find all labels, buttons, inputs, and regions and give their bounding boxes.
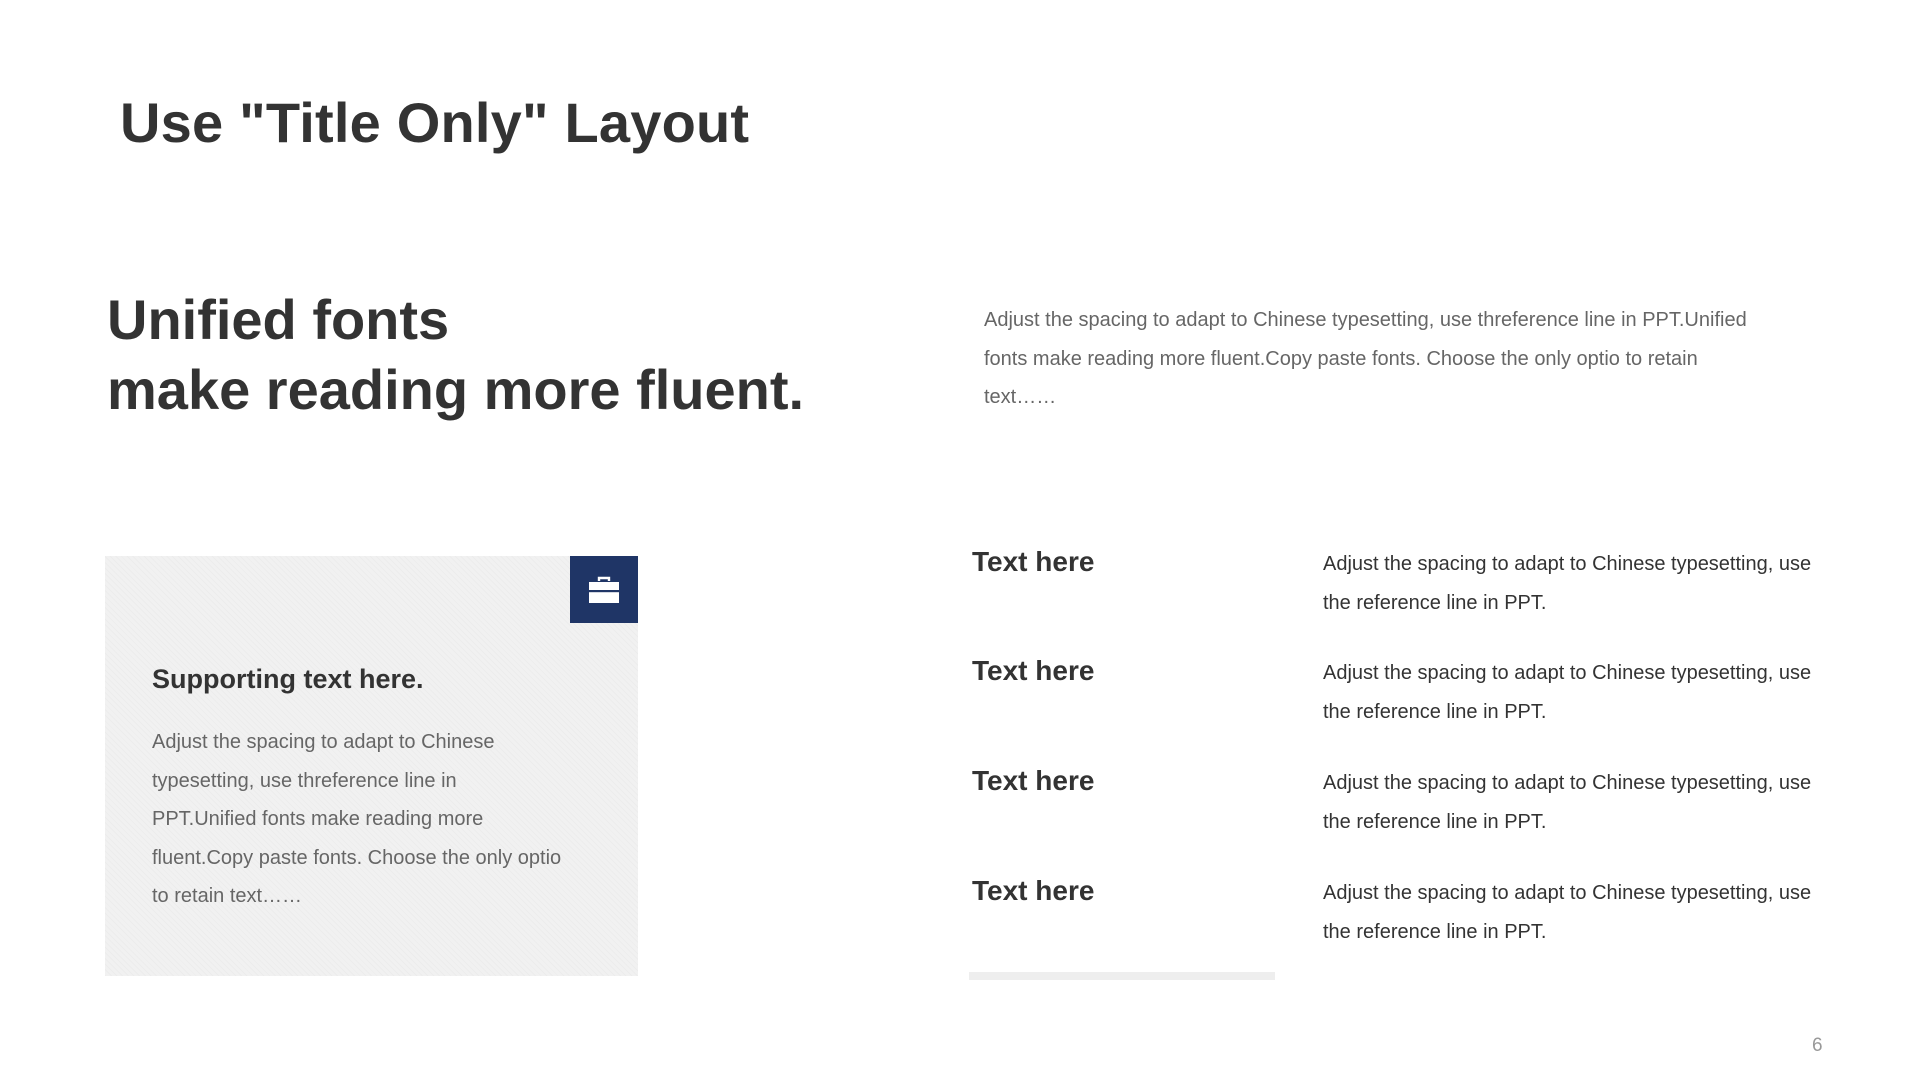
- list-item: [972, 759, 1812, 859]
- row-title: Text here: [972, 655, 1095, 686]
- briefcase-icon: [588, 576, 620, 604]
- row-title: Text here: [972, 875, 1095, 906]
- page-number: 6: [1812, 1035, 1823, 1056]
- card-title: Supporting text here.: [152, 664, 424, 694]
- row-title: Text here: [972, 546, 1095, 577]
- slide-title: Use "Title Only" Layout: [120, 91, 750, 154]
- intro-paragraph: Adjust the spacing to adapt to Chinese typesetting, use threference line in PPT.Unified fonts make reading more fluent.Copy paste fonts. Choose the only optio to retain text……: [984, 309, 1747, 408]
- list-item: [972, 649, 1812, 749]
- row-description: Adjust the spacing to adapt to Chinese typesetting, use the reference line in PPT.: [1323, 662, 1812, 723]
- headline-line-2: make reading more fluent.: [107, 358, 805, 421]
- row-description: Adjust the spacing to adapt to Chinese typesetting, use the reference line in PPT.: [1323, 772, 1812, 833]
- list-item: [972, 540, 1812, 640]
- card-icon-badge: [570, 556, 638, 623]
- headline: [107, 285, 804, 425]
- row-description: Adjust the spacing to adapt to Chinese typesetting, use the reference line in PPT.: [1323, 553, 1812, 614]
- decorative-divider: [969, 972, 1275, 980]
- row-title: Text here: [972, 765, 1095, 796]
- card-body: Adjust the spacing to adapt to Chinese typesetting, use threference line in PPT.Unified fonts make reading more fluent.Copy paste fonts. Choose the only optio to retain text……: [152, 731, 562, 907]
- headline-line-1: Unified fonts: [107, 288, 450, 351]
- list-item: [972, 869, 1812, 969]
- row-description: Adjust the spacing to adapt to Chinese typesetting, use the reference line in PPT.: [1323, 882, 1812, 943]
